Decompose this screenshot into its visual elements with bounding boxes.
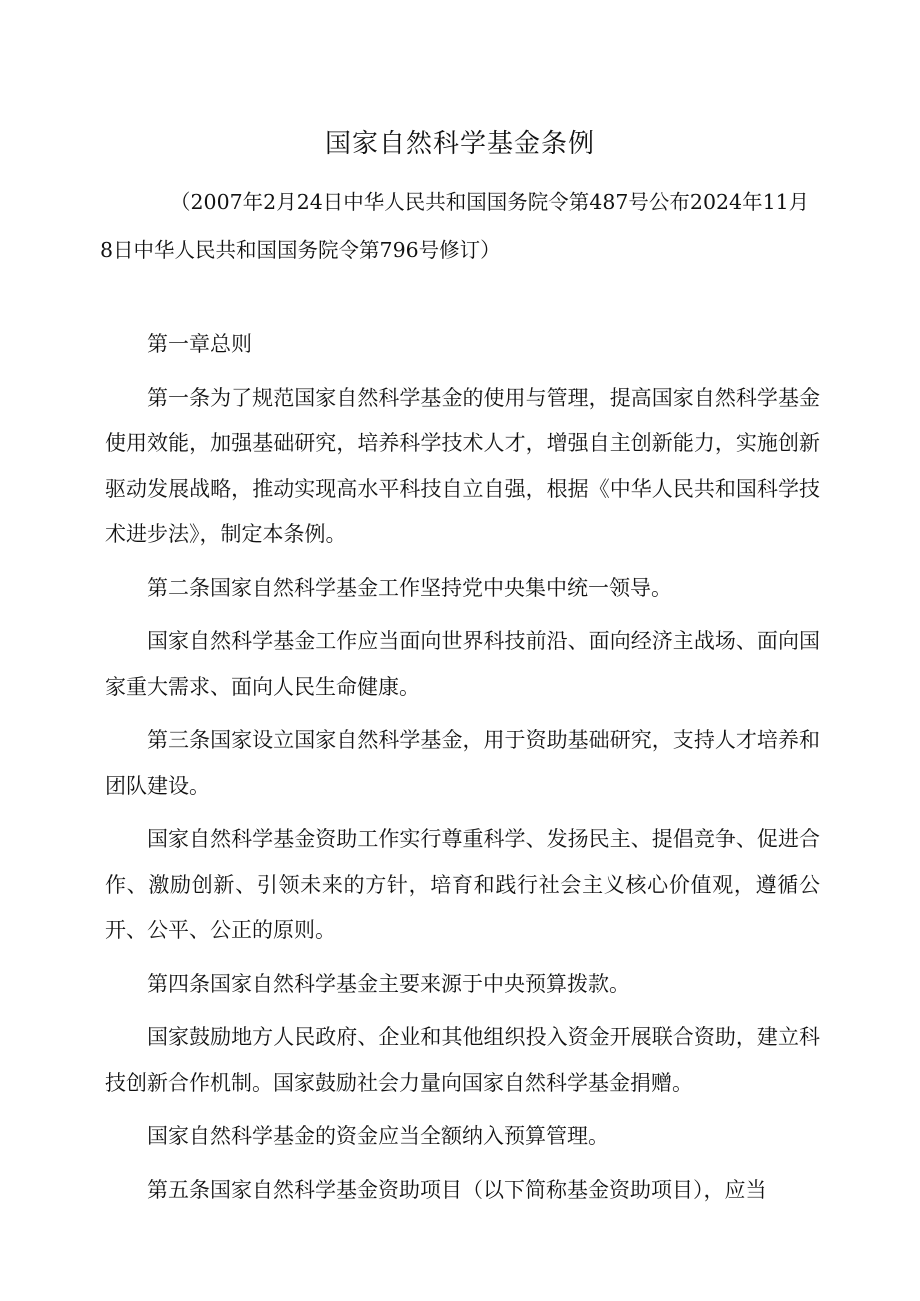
article-3: 第三条国家设立国家自然科学基金，用于资助基础研究，支持人才培养和团队建设。 <box>105 728 820 798</box>
chapter-heading: 第一章总则 <box>147 332 252 356</box>
document-title: 国家自然科学基金条例 <box>324 129 595 159</box>
article-3-clause-2: 国家自然科学基金资助工作实行尊重科学、发扬民主、提倡竞争、促进合作、激励创新、引领未来的方针，培育和践行社会主义核心价值观，遵循公开、公平、公正的原则。 <box>105 827 820 942</box>
article-4: 第四条国家自然科学基金主要来源于中央预算拨款。 <box>147 971 630 996</box>
article-1: 第一条为了规范国家自然科学基金的使用与管理，提高国家自然科学基金使用效能，加强基础研究，培养科学技术人才，增强自主创新能力，实施创新驱动发展战略，推动实现高水平科技自立自强，根据《中华人民共和国科学技术进步法》，制定本条例。 <box>105 385 820 546</box>
document-body <box>105 322 820 1213</box>
article-4-clause-3: 国家自然科学基金的资金应当全额纳入预算管理。 <box>147 1124 609 1148</box>
article-2: 第二条国家自然科学基金工作坚持党中央集中统一领导。 <box>147 575 672 600</box>
article-5: 第五条国家自然科学基金资助项目（以下简称基金资助项目），应当 <box>147 1177 767 1202</box>
article-4-clause-2: 国家鼓励地方人民政府、企业和其他组织投入资金开展联合资助，建立科技创新合作机制。国家鼓励社会力量向国家自然科学基金捐赠。 <box>105 1025 820 1095</box>
article-2-clause-2: 国家自然科学基金工作应当面向世界科技前沿、面向经济主战场、面向国家重大需求、面向人民生命健康。 <box>105 629 820 699</box>
document-subtitle: （2007年2月24日中华人民共和国国务院令第487号公布2024年11月8日中华人民共和国国务院令第796号修订） <box>100 190 810 262</box>
